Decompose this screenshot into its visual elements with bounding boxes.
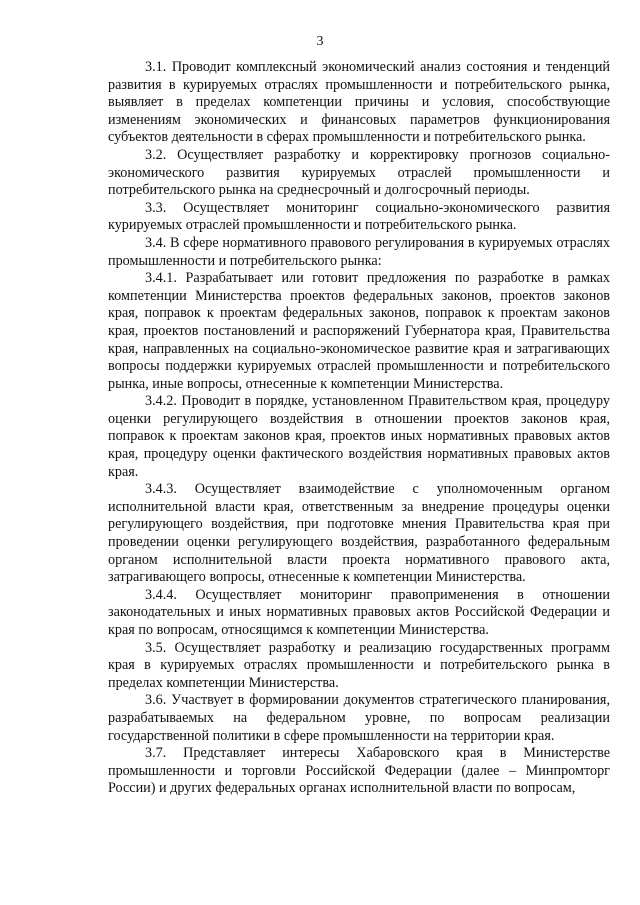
- document-body: [108, 59, 610, 798]
- paragraph-3-5: 3.5. Осуществляет разработку и реализацию государственных программ края в курируемых отраслях промышленности и потребительского рынка в пределах компетенции Министерства.: [108, 639, 610, 691]
- paragraph-3-6: 3.6. Участвует в формировании документов стратегического планирования, разрабатываемых на федеральном уровне, по вопросам реализации государственной политики в сфере промышленности на территории края.: [108, 692, 610, 744]
- paragraph-3-2: 3.2. Осуществляет разработку и корректировку прогнозов социально-экономического развития курируемых отраслей промышленности и потребительского рынка на среднесрочный и долгосрочный периоды.: [108, 146, 610, 199]
- paragraph-3-4-1: 3.4.1. Разрабатывает или готовит предложения по разработке в рамках компетенции Министерства проектов федеральных законов, проектов законов края, поправок к проектам федеральных законов, поправок к проектам законов края, проектов постановлений и распоряжений Губернатора края, Правительства края, направленных на социально-экономическое развитие края и затрагивающих вопросы поддержки курируемых отраслей промышленности и потребительского рынка, иные вопросы, отнесенные к компетенции Министерства.: [108, 270, 610, 392]
- paragraph-3-7: 3.7. Представляет интересы Хабаровского края в Министерстве промышленности и торговли Российской Федерации (далее – Минпромторг России) и других федеральных органах исполнительной власти по вопросам,: [108, 745, 610, 797]
- paragraph-3-3: 3.3. Осуществляет мониторинг социально-экономического развития курируемых отраслей промышленности и потребительского рынка.: [108, 199, 610, 234]
- page-number: 3: [316, 34, 324, 49]
- paragraph-3-4-2: 3.4.2. Проводит в порядке, установленном Правительством края, процедуру оценки регулирующего воздействия в отношении проектов законов края, поправок к проектам законов края, проектов иных нормативных правовых актов края, процедуру оценки фактического воздействия нормативных правовых актов края.: [108, 393, 610, 480]
- paragraph-3-4: 3.4. В сфере нормативного правового регулирования в курируемых отраслях промышленности и потребительского рынка:: [108, 234, 610, 269]
- paragraph-3-4-4: 3.4.4. Осуществляет мониторинг правоприменения в отношении законодательных и иных нормативных правовых актов Российской Федерации и края по вопросам, относящимся к компетенции Министерства.: [108, 586, 610, 638]
- paragraph-3-1: 3.1. Проводит комплексный экономический анализ состояния и тенденций развития в курируемых отраслях промышленности и потребительского рынка, выявляет в пределах компетенции причины и условия, способствующие изменениям экономических и финансовых параметров функционирования субъектов деятельности в сферах промышленности и потребительского рынка.: [108, 59, 610, 146]
- paragraph-3-4-3: 3.4.3. Осуществляет взаимодействие с уполномоченным органом исполнительной власти края, ответственным за внедрение процедуры оценки регулирующего воздействия, при подготовке мнения Правительства края при проведении оценки регулирующего воздействия, разработанного федеральным органом исполнительной власти проекта нормативного правового акта, затрагивающего вопросы, отнесенные к компетенции Министерства.: [108, 481, 610, 586]
